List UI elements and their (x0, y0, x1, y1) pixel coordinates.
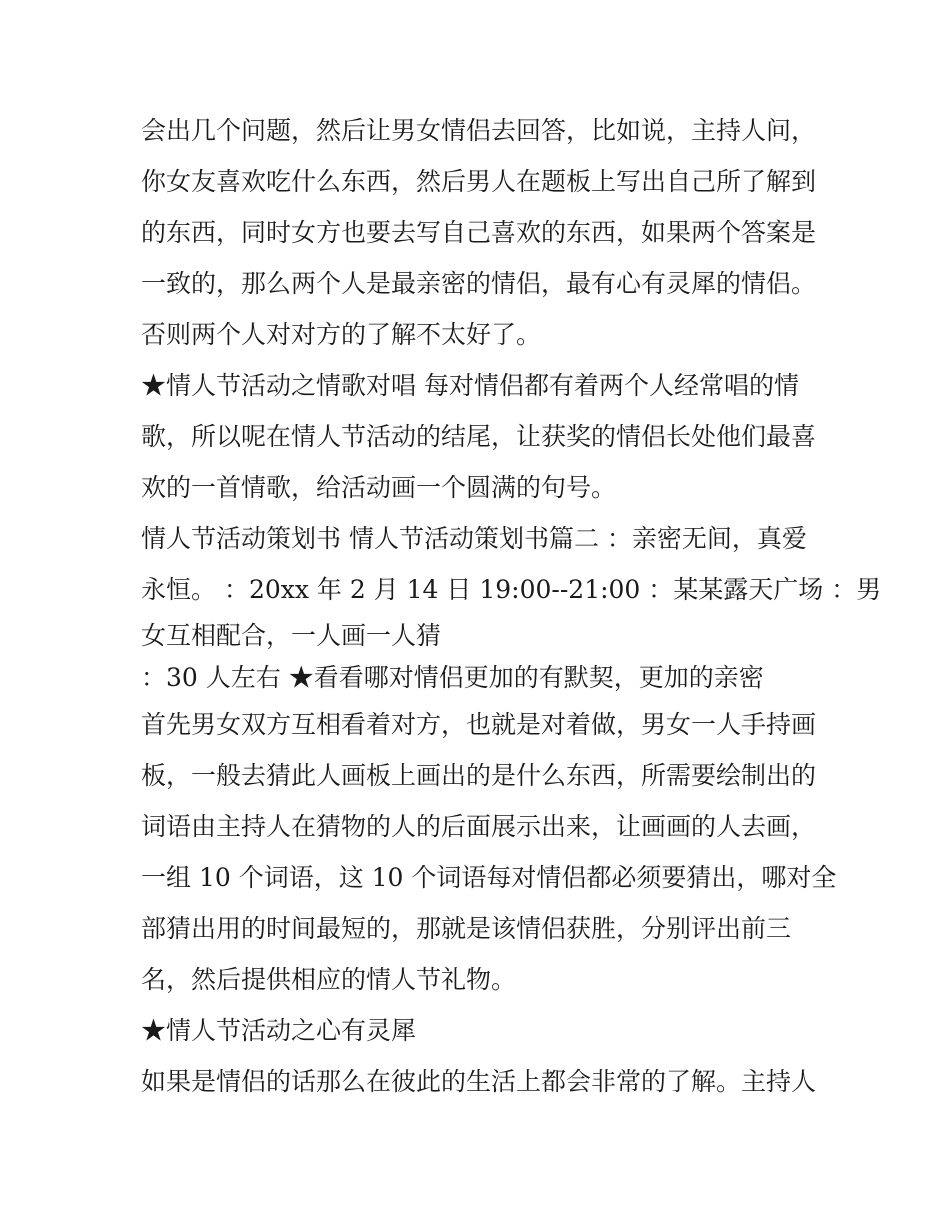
text-line: 歌，所以呢在情人节活动的结尾，让获奖的情侣长处他们最喜 (141, 422, 817, 451)
text-line: 一组 10 个词语，这 10 个词语每对情侣都必须要猜出，哪对全 (141, 863, 837, 892)
document-body (141, 105, 882, 1107)
text-line: 欢的一首情歌，给活动画一个圆满的句号。 (141, 473, 617, 502)
text-line: 否则两个人对对方的了解不太好了。 (141, 320, 542, 349)
text-line: 词语由主持人在猜物的人的后面展示出来，让画画的人去画， (141, 812, 817, 841)
text-line: 板，一般去猜此人画板上画出的是什么东西，所需要绘制出的 (141, 761, 817, 790)
text-line: 的东西，同时女方也要去写自己喜欢的东西，如果两个答案是 (141, 218, 817, 247)
text-line: 永恒。 ：20xx 年 2 月 14 日 19:00--21:00 ：某某露天广场 ：男 (141, 575, 882, 604)
text-line: 名，然后提供相应的情人节礼物。 (141, 965, 517, 994)
section-heading-duet: ★情人节活动之情歌对唱 每对情侣都有着两个人经常唱的情 (141, 371, 799, 400)
text-line: 会出几个问题，然后让男女情侣去回答，比如说，主持人问， (141, 116, 817, 145)
text-line: 首先男女双方互相看着对方，也就是对着做，男女一人手持画 (141, 710, 817, 739)
text-line: 女互相配合，一人画一人猜 (141, 621, 442, 650)
text-line: 一致的，那么两个人是最亲密的情侣，最有心有灵犀的情侣。 (141, 269, 817, 298)
text-line: 你女友喜欢吃什么东西，然后男人在题板上写出自己所了解到 (141, 167, 817, 196)
text-line: 如果是情侣的话那么在彼此的生活上都会非常的了解。主持人 (141, 1067, 817, 1096)
section-heading-telepathy: ★情人节活动之心有灵犀 (141, 1016, 417, 1045)
text-line: 部猜出用的时间最短的，那就是该情侣获胜，分别评出前三 (141, 914, 792, 943)
text-line: ：30 人左右 ★看看哪对情侣更加的有默契，更加的亲密 (141, 663, 764, 692)
plan-title-line: 情人节活动策划书 情人节活动策划书篇二 ：亲密无间，真爱 (141, 524, 807, 553)
